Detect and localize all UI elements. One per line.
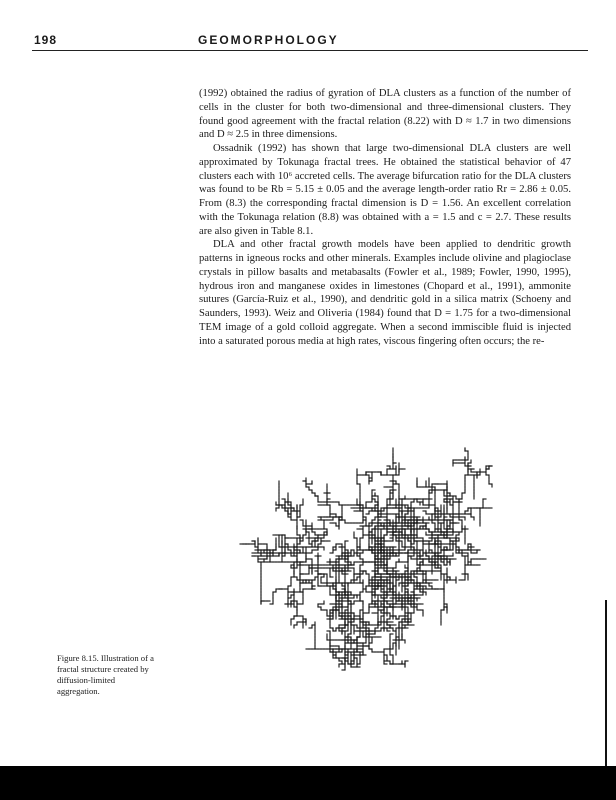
paragraph-3: DLA and other fractal growth models have been applied to dendritic growth patterns in igneous rocks and other minerals. Examples include olivine and plagioclase crystals in pillow basalts and metabasalts (Fowler et al., 1989; Fowler, 1990, 1995), hydrous iron and manganese oxides in limestones (Chopard et al., 1991), ammonite sutures (García-Ruiz et al., 1990), and dendritic gold in a silica matrix (Schoeny and Saunders, 1993). Weiz and Oliveria (1984) found that D = 1.75 for a two-dimensional TEM image of a gold colloid aggregate. When a second immiscible fluid is injected into a saturated porous media at high rates, viscous fingering often occurs; the re- <box>199 239 571 347</box>
body-text <box>199 87 571 348</box>
header-rule <box>32 50 588 51</box>
dla-cluster-figure <box>225 412 525 712</box>
page-number: 198 <box>34 33 58 47</box>
paragraph-2: Ossadnik (1992) has shown that large two-dimensional DLA clusters are well approximated by Tokunaga fractal trees. He obtained the statistical behavior of 47 clusters each with 10⁶ accreted cells. The average bifurcation ratio for the DLA clusters was found to be Rb = 5.15 ± 0.05 and the average length-order ratio Rr = 2.86 ± 0.05. From (8.3) the corresponding fractal dimension is D = 1.56. An excellent correlation with the Tokunaga relation (8.8) was obtained with a = 1.5 and c = 2.7. These results are also given in Table 8.1. <box>199 143 571 237</box>
running-head: GEOMORPHOLOGY <box>198 33 339 47</box>
paragraph-1: (1992) obtained the radius of gyration of DLA clusters as a function of the number of cells in the cluster for both two-dimensional and three-dimensional clusters. They found good agreement with the fractal relation (8.22) with D ≈ 1.7 in two dimensions and D ≈ 2.5 in three dimensions. <box>199 88 571 141</box>
